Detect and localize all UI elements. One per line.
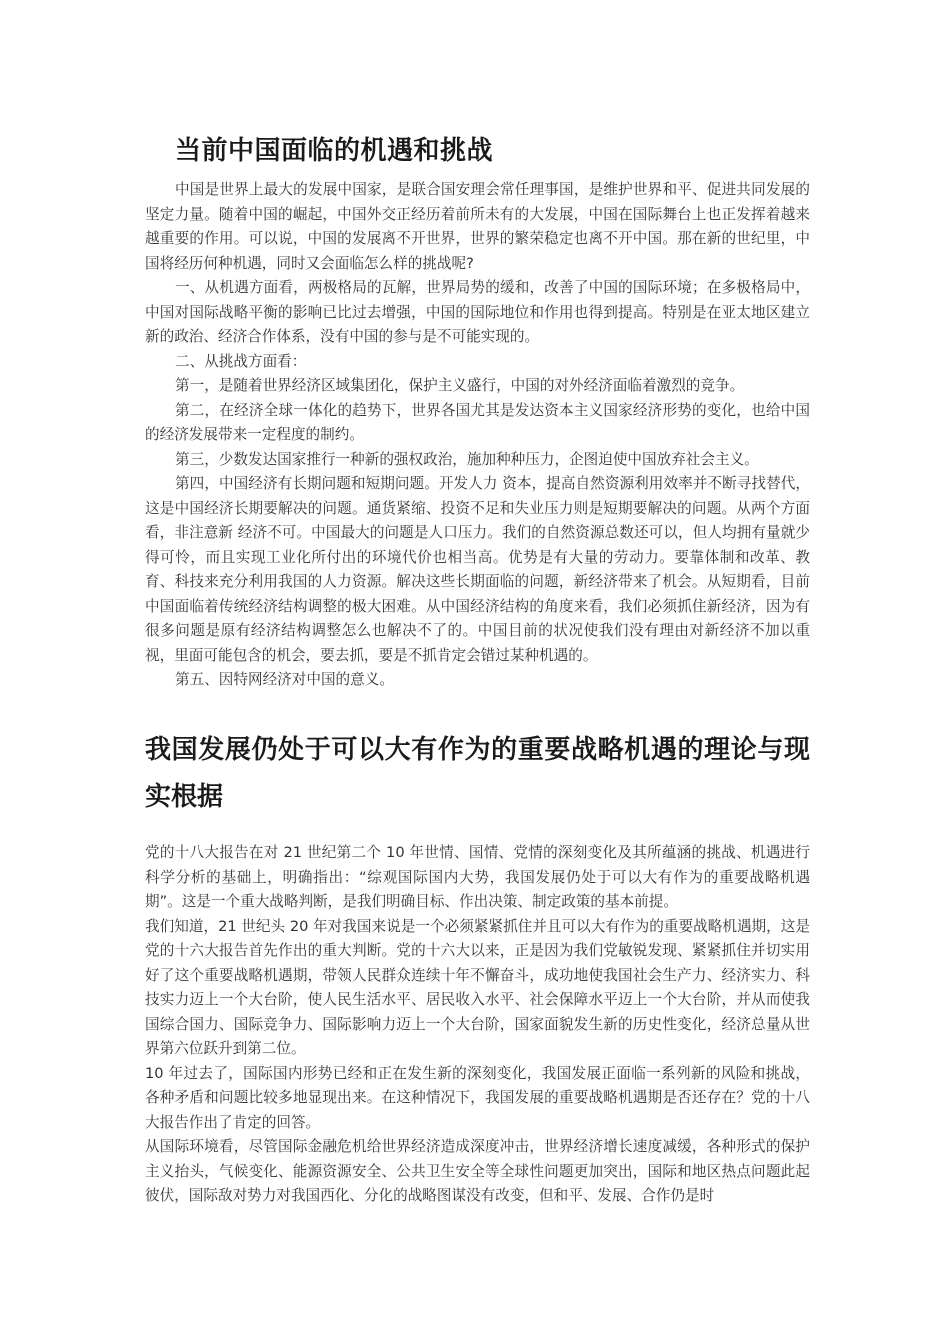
paragraph: 10 年过去了，国际国内形势已经和正在发生新的深刻变化，我国发展正面临一系列新的风险和挑战，各种矛盾和问题比较多地显现出来。在这种情况下，我国发展的重要战略机遇期是否还存在？党的十八大报告作出了肯定的回答。 — [145, 1064, 810, 1131]
paragraph: 从国际环境看，尽管国际金融危机给世界经济造成深度冲击，世界经济增长速度减缓，各种形式的保护主义抬头，气候变化、能源资源安全、公共卫生安全等全球性问题更加突出，国际和地区热点问题此起彼伏，国际敌对势力对我国西化、分化的战略图谋没有改变，但和平、发展、合作仍是时 — [145, 1138, 810, 1204]
paragraph: 党的十八大报告在对 21 世纪第二个 10 年世情、国情、党情的深刻变化及其所蕴涵的挑战、机遇进行科学分析的基础上，明确指出：“综观国际国内大势，我国发展仍处于可以大有作为的重要战略机遇期”。这是一个重大战略判断，是我们明确目标、作出决策、制定政策的基本前提。 — [145, 844, 810, 910]
paragraph: 中国是世界上最大的发展中国家，是联合国安理会常任理事国，是维护世界和平、促进共同发展的坚定力量。随着中国的崛起，中国外交正经历着前所未有的大发展，中国在国际舞台上也正发挥着越来越重要的作用。可以说，中国的发展离不开世界，世界的繁荣稳定也离不开中国。那在新的世纪里，中国将经历何种机遇，同时又会面临怎么样的挑战呢? — [145, 181, 810, 272]
section-opportunities-challenges — [145, 134, 810, 693]
section-title: 我国发展仍处于可以大有作为的重要战略机遇的理论与现实根据 — [145, 735, 810, 812]
paragraph: 第三，少数发达国家推行一种新的强权政治，施加种种压力，企图迫使中国放弃社会主义。 — [175, 450, 759, 468]
paragraph: 第五、因特网经济对中国的意义。 — [175, 671, 394, 688]
paragraph: 我们知道，21 世纪头 20 年对我国来说是一个必须紧紧抓住并且可以大有作为的重要战略机遇期，这是党的十六大报告首先作出的重大判断。党的十六大以来，正是因为我们党敏锐发现、紧紧抓住并切实用好了这个重要战略机遇期，带领人民群众连续十年不懈奋斗，成功地使我国社会生产力、经济实力、科技实力迈上一个大台阶，使人民生活水平、居民收入水平、社会保障水平迈上一个大台阶，并从而使我国综合国力、国际竞争力、国际影响力迈上一个大台阶，国家面貌发生新的历史性变化，经济总量从世界第六位跃升到第二位。 — [145, 917, 810, 1057]
paragraph: 第二，在经济全球一体化的趋势下，世界各国尤其是发达资本主义国家经济形势的变化，也给中国的经济发展带来一定程度的制约。 — [145, 401, 810, 443]
section-title: 当前中国面临的机遇和挑战 — [175, 136, 494, 166]
section-strategic-opportunity — [145, 727, 810, 1209]
paragraph: 二、从挑战方面看： — [175, 352, 307, 370]
paragraph: 第一，是随着世界经济区域集团化，保护主义盛行，中国的对外经济面临着激烈的竞争。 — [175, 377, 745, 394]
paragraph: 一、从机遇方面看，两极格局的瓦解，世界局势的缓和，改善了中国的国际环境；在多极格局中，中国对国际战略平衡的影响已比过去增强，中国的国际地位和作用也得到提高。特别是在亚太地区建立新的政治、经济合作体系，没有中国的参与是不可能实现的。 — [145, 279, 810, 345]
paragraph: 第四，中国经济有长期问题和短期问题。开发人力 资本，提高自然资源利用效率并不断寻找替代，这是中国经济长期要解决的问题。通货紧缩、投资不足和失业压力则是短期要解决的问题。从两个方面看，非注意新 经济不可。中国最大的问题是人口压力。我们的自然资源总数还可以，但人均拥有量就少得可怜，而且实现工业化所付出的环境代价也相当高。优势是有大量的劳动力。要靠体制和改革、教育、科技来充分利用我国的人力资源。解决这些长期面临的问题，新经济带来了机会。从短期看，目前中国面临着传统经济结构调整的极大困难。从中国经济结构的角度来看，我们必须抓住新经济，因为有很多问题是原有经济结构调整怎么也解决不了的。中国目前的状况使我们没有理由对新经济不加以重视，里面可能包含的机会，要去抓，要是不抓肯定会错过某种机遇的。 — [145, 475, 810, 664]
